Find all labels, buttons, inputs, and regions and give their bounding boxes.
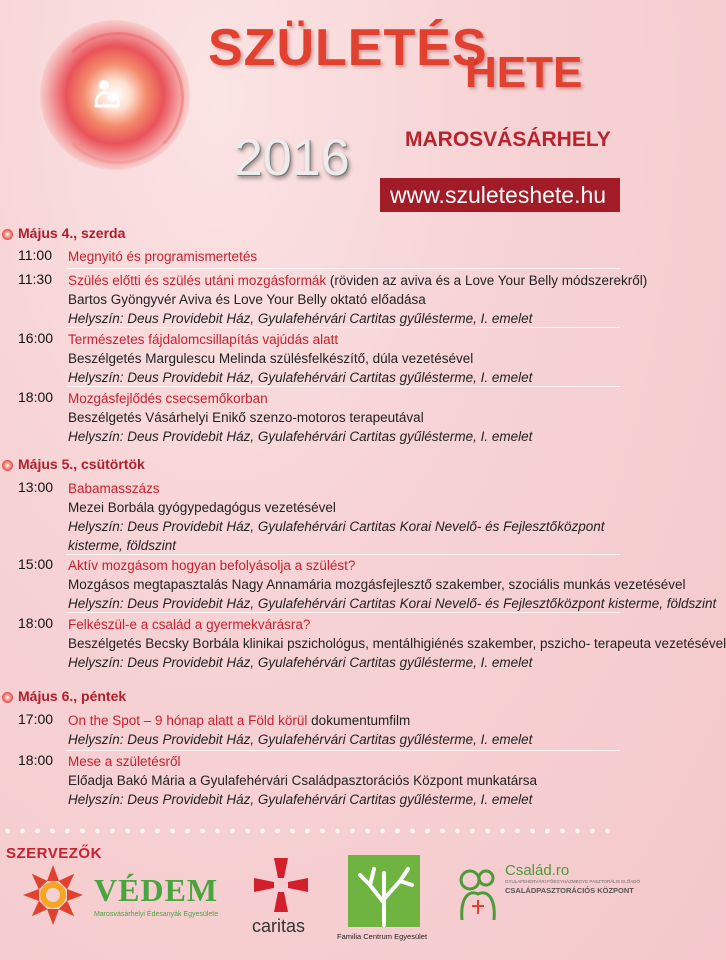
- event-title: Babamasszázs: [68, 481, 160, 496]
- event-title-rest: dokumentumfilm: [307, 713, 411, 728]
- separator: [66, 268, 620, 269]
- event-location: Helyszín: Deus Providebit Ház, Gyulafehérvári Cartitas gyűlésterme, I. emelet: [68, 792, 533, 807]
- event-description: Beszélgetés Margulescu Melinda szülésfelkészítő, dúla vezetésével: [68, 351, 474, 366]
- event-time: 11:00: [18, 247, 52, 263]
- event-title: Szülés előtti és szülés utáni mozgásformák: [68, 273, 327, 288]
- event-location: Helyszín: Deus Providebit Ház, Gyulafehérvári Cartitas Korai Nevelő- és Fejlesztőközpont kisterme, földszint: [68, 596, 717, 611]
- event-location: Helyszín: Deus Providebit Ház, Gyulafehérvári Cartitas gyűlésterme, I. emelet: [68, 429, 533, 444]
- separator: [66, 750, 620, 751]
- event-location: Helyszín: Deus Providebit Ház, Gyulafehérvári Cartitas gyűlésterme, I. emelet: [68, 370, 533, 385]
- event-title: Megnyitó és programismertetés: [68, 249, 258, 264]
- day-label: Május 5., csütörtök: [18, 456, 145, 472]
- csalad-name: Család.ro: [505, 862, 570, 879]
- csalad-logo-icon: [456, 866, 500, 922]
- mother-child-icon: [90, 76, 126, 112]
- title-szuletes: SZÜLETÉS: [208, 19, 488, 77]
- event-title: On the Spot – 9 hónap alatt a Föld körül: [68, 713, 308, 728]
- event-time: 18:00: [18, 615, 54, 631]
- dotted-divider: [0, 826, 620, 836]
- event-description: Mezei Borbála gyógypedagógus vezetésével: [68, 500, 336, 515]
- event-description: Mozgásos megtapasztalás Nagy Annamária mozgásfejlesztő szakember, szociális munkás vezetésével: [68, 577, 686, 592]
- event-location: Helyszín: Deus Providebit Ház, Gyulafehérvári Cartitas gyűlésterme, I. emelet: [68, 732, 533, 747]
- event-title: Mese a születésről: [68, 754, 181, 769]
- day-header: [0, 225, 620, 245]
- event-description: Beszélgetés Vásárhelyi Enikő szenzo-motoros terapeutával: [68, 410, 424, 425]
- day-header: [0, 688, 620, 708]
- event-time: 15:00: [18, 556, 54, 572]
- event-time: 17:00: [18, 711, 54, 727]
- event-time: 13:00: [18, 479, 54, 495]
- vedem-subtitle: Marosvásárhelyi Édesanyák Egyesülete: [94, 911, 219, 918]
- day-header: [0, 456, 620, 476]
- event-title: Felkészül-e a család a gyermekvárásra?: [68, 617, 311, 632]
- sponsors-label: SZERVEZŐK: [6, 845, 102, 862]
- separator: [66, 612, 620, 613]
- website-banner[interactable]: www.szuleteshete.hu: [380, 178, 620, 212]
- day-label: Május 6., péntek: [18, 688, 127, 704]
- event-description: Bartos Gyöngyvér Aviva és Love Your Belly oktató előadása: [68, 292, 426, 307]
- bullet-icon: [2, 229, 13, 240]
- event-title: Mozgásfejlődés csecsemőkorban: [68, 391, 268, 406]
- separator: [66, 554, 620, 555]
- caritas-logo-icon: [252, 856, 310, 914]
- separator: [66, 327, 620, 328]
- caritas-name: caritas: [252, 916, 306, 936]
- event-title-rest: (röviden az aviva és a Love Your Belly módszerekről): [326, 273, 648, 288]
- bullet-icon: [2, 692, 13, 703]
- event-location: Helyszín: Deus Providebit Ház, Gyulafehérvári Cartitas Korai Nevelő- és Fejlesztőközpont: [68, 519, 605, 534]
- csalad-small-text: GYULAFEHÉRVÁRI FŐEGYHÁZMEGYE PASZTORÁLIS ELŐADÓ: [505, 879, 641, 884]
- familia-logo-icon: [348, 855, 420, 927]
- vedem-logo-icon: [20, 862, 86, 928]
- bullet-icon: [2, 460, 13, 471]
- event-title: Természetes fájdalomcsillapítás vajúdás alatt: [68, 332, 339, 347]
- event-time: 16:00: [18, 330, 54, 346]
- event-location: Helyszín: Deus Providebit Ház, Gyulafehérvári Cartitas gyűlésterme, I. emelet: [68, 311, 533, 326]
- title-hete: HETE: [465, 48, 583, 97]
- familia-name: Familia Centrum Egyesület: [337, 932, 428, 941]
- year: 2016: [234, 129, 350, 187]
- event-time: 11:30: [18, 271, 52, 287]
- event-title: Aktív mozgásom hogyan befolyásolja a szülést?: [68, 558, 356, 573]
- poster-header: [0, 0, 620, 215]
- separator: [66, 386, 620, 387]
- event-description: Előadja Bakó Mária a Gyulafehérvári Családpasztorációs Központ munkatársa: [68, 773, 537, 788]
- event-location-cont: kisterme, földszint: [68, 538, 177, 553]
- event-location: Helyszín: Deus Providebit Ház, Gyulafehérvári Cartitas gyűlésterme, I. emelet: [68, 655, 533, 670]
- city: MAROSVÁSÁRHELY: [405, 128, 611, 151]
- event-time: 18:00: [18, 752, 54, 768]
- day-label: Május 4., szerda: [18, 225, 126, 241]
- event-time: 18:00: [18, 389, 54, 405]
- event-description: Beszélgetés Becsky Borbála klinikai pszichológus, mentálhigiénés szakember, pszicho- terapeuta vezetésével: [68, 636, 726, 651]
- csalad-center-text: CSALÁDPASZTORÁCIÓS KÖZPONT: [505, 886, 634, 895]
- vedem-name: VÉDEM: [94, 872, 219, 908]
